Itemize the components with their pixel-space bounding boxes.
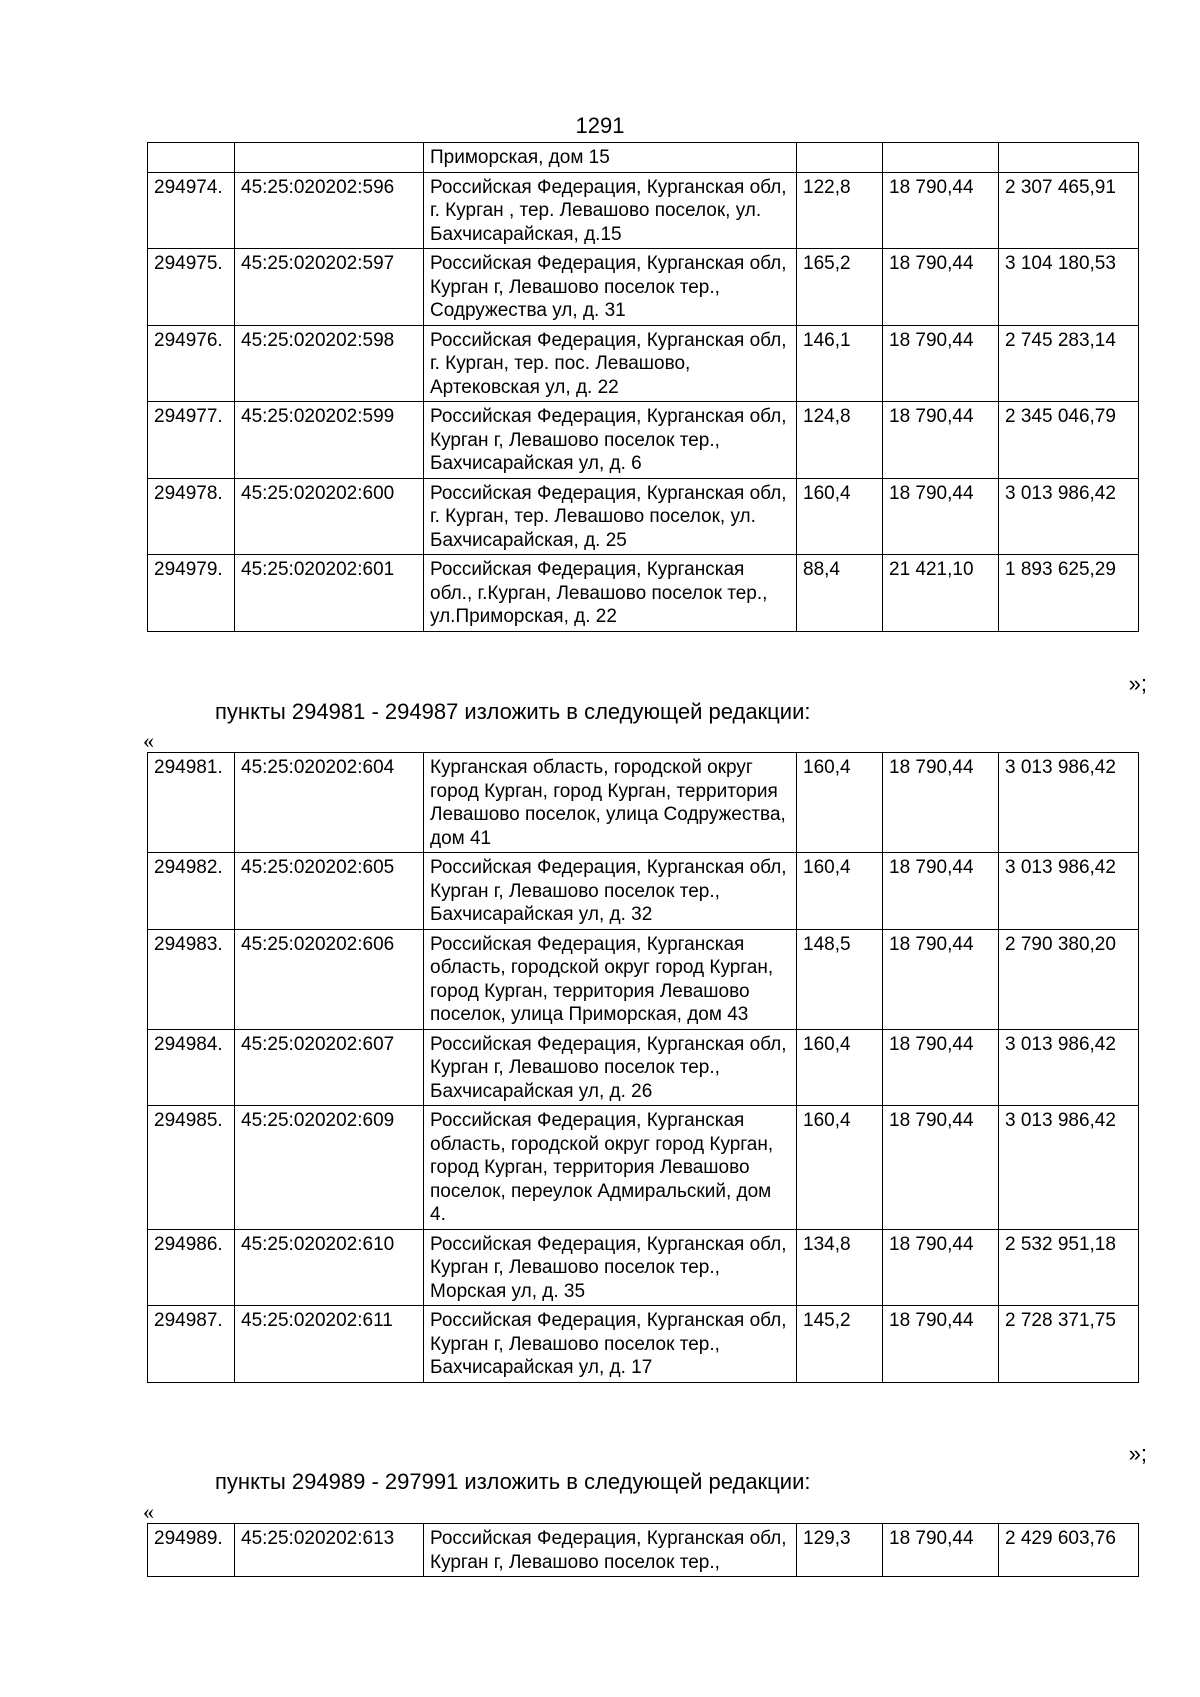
cadastral-number-cell: 45:25:020202:610 [235, 1229, 424, 1306]
price-cell: 18 790,44 [883, 929, 999, 1029]
cadastral-number-cell: 45:25:020202:605 [235, 853, 424, 930]
row-number-cell: 294974. [148, 172, 235, 249]
total-value-cell: 1 893 625,29 [999, 555, 1139, 632]
cadastral-number-cell: 45:25:020202:609 [235, 1106, 424, 1230]
opening-quote: « [143, 728, 154, 753]
address-cell: Российская Федерация, Курганская обл, Курган г, Левашово поселок тер., Бахчисарайская ул, д. 6 [424, 402, 797, 479]
area-cell: 165,2 [797, 249, 883, 326]
row-number-cell: 294978. [148, 478, 235, 555]
cadastral-number-cell: 45:25:020202:599 [235, 402, 424, 479]
cadastral-number-cell: 45:25:020202:611 [235, 1306, 424, 1383]
table-row [148, 249, 1139, 326]
total-value-cell: 3 013 986,42 [999, 1106, 1139, 1230]
total-value-cell: 2 307 465,91 [999, 172, 1139, 249]
total-value-cell: 2 429 603,76 [999, 1524, 1139, 1577]
price-cell: 18 790,44 [883, 1306, 999, 1383]
total-value-cell: 3 013 986,42 [999, 1029, 1139, 1106]
price-cell: 18 790,44 [883, 478, 999, 555]
closing-quote: »; [1128, 1441, 1147, 1466]
total-value-cell: 2 745 283,14 [999, 325, 1139, 402]
price-cell: 18 790,44 [883, 1106, 999, 1230]
price-cell: 18 790,44 [883, 1524, 999, 1577]
area-cell: 88,4 [797, 555, 883, 632]
opening-quote: « [143, 1499, 154, 1524]
area-cell [797, 143, 883, 173]
cadastral-number-cell: 45:25:020202:606 [235, 929, 424, 1029]
price-cell: 18 790,44 [883, 1229, 999, 1306]
address-cell: Российская Федерация, Курганская обл, Курган г, Левашово поселок тер., Содружества ул, д. 31 [424, 249, 797, 326]
registry-table-2 [147, 752, 1139, 1383]
table-row [148, 325, 1139, 402]
cadastral-number-cell: 45:25:020202:597 [235, 249, 424, 326]
cadastral-number-cell [235, 143, 424, 173]
address-cell: Российская Федерация, Курганская область, городской округ город Курган, город Курган, территория Левашово поселок, переулок Адмиральский, дом 4. [424, 1106, 797, 1230]
row-number-cell: 294976. [148, 325, 235, 402]
address-cell: Российская Федерация, Курганская обл, г. Курган, тер. Левашово поселок, ул. Бахчисарайская, д. 25 [424, 478, 797, 555]
area-cell: 160,4 [797, 753, 883, 853]
table-row [148, 1306, 1139, 1383]
area-cell: 145,2 [797, 1306, 883, 1383]
cadastral-number-cell: 45:25:020202:598 [235, 325, 424, 402]
instruction-text: пункты 294989 - 297991 изложить в следующей редакции: [215, 1469, 811, 1494]
area-cell: 148,5 [797, 929, 883, 1029]
registry-table-1 [147, 142, 1139, 632]
address-cell: Российская Федерация, Курганская обл, г. Курган, тер. пос. Левашово, Артековская ул, д. 22 [424, 325, 797, 402]
cadastral-number-cell: 45:25:020202:613 [235, 1524, 424, 1577]
row-number-cell: 294979. [148, 555, 235, 632]
address-cell: Российская Федерация, Курганская обл, г. Курган , тер. Левашово поселок, ул. Бахчисарайская, д.15 [424, 172, 797, 249]
price-cell: 18 790,44 [883, 172, 999, 249]
area-cell: 134,8 [797, 1229, 883, 1306]
address-cell: Приморская, дом 15 [424, 143, 797, 173]
cadastral-number-cell: 45:25:020202:600 [235, 478, 424, 555]
address-cell: Курганская область, городской округ город Курган, город Курган, территория Левашово поселок, улица Содружества, дом 41 [424, 753, 797, 853]
table-row [148, 1524, 1139, 1577]
registry-table-3 [147, 1523, 1139, 1577]
total-value-cell: 2 345 046,79 [999, 402, 1139, 479]
row-number-cell: 294987. [148, 1306, 235, 1383]
table-row [148, 555, 1139, 632]
price-cell: 18 790,44 [883, 249, 999, 326]
total-value-cell: 3 013 986,42 [999, 753, 1139, 853]
table-row [148, 753, 1139, 853]
closing-quote: »; [1128, 671, 1147, 696]
price-cell: 18 790,44 [883, 1029, 999, 1106]
cadastral-number-cell: 45:25:020202:601 [235, 555, 424, 632]
row-number-cell: 294985. [148, 1106, 235, 1230]
table-row [148, 1106, 1139, 1230]
table-row [148, 929, 1139, 1029]
total-value-cell: 3 013 986,42 [999, 478, 1139, 555]
address-cell: Российская Федерация, Курганская обл, Курган г, Левашово поселок тер., Бахчисарайская ул, д. 17 [424, 1306, 797, 1383]
row-number-cell: 294975. [148, 249, 235, 326]
row-number-cell: 294982. [148, 853, 235, 930]
total-value-cell: 3 104 180,53 [999, 249, 1139, 326]
row-number-cell [148, 143, 235, 173]
address-cell: Российская Федерация, Курганская обл, Курган г, Левашово поселок тер., Бахчисарайская ул, д. 32 [424, 853, 797, 930]
cadastral-number-cell: 45:25:020202:596 [235, 172, 424, 249]
page-number: 1291 [575, 113, 625, 138]
total-value-cell: 2 790 380,20 [999, 929, 1139, 1029]
cadastral-number-cell: 45:25:020202:607 [235, 1029, 424, 1106]
row-number-cell: 294977. [148, 402, 235, 479]
price-cell: 18 790,44 [883, 402, 999, 479]
price-cell: 18 790,44 [883, 753, 999, 853]
row-number-cell: 294986. [148, 1229, 235, 1306]
price-cell: 21 421,10 [883, 555, 999, 632]
table-row [148, 402, 1139, 479]
total-value-cell: 3 013 986,42 [999, 853, 1139, 930]
price-cell: 18 790,44 [883, 853, 999, 930]
address-cell: Российская Федерация, Курганская область, городской округ город Курган, город Курган, территория Левашово поселок, улица Приморская, дом 43 [424, 929, 797, 1029]
table-row [148, 478, 1139, 555]
table-row [148, 143, 1139, 173]
total-value-cell [999, 143, 1139, 173]
address-cell: Российская Федерация, Курганская обл, Курган г, Левашово поселок тер., Бахчисарайская ул, д. 26 [424, 1029, 797, 1106]
address-cell: Российская Федерация, Курганская обл, Курган г, Левашово поселок тер., [424, 1524, 797, 1577]
row-number-cell: 294989. [148, 1524, 235, 1577]
address-cell: Российская Федерация, Курганская обл, Курган г, Левашово поселок тер., Морская ул, д. 35 [424, 1229, 797, 1306]
instruction-text: пункты 294981 - 294987 изложить в следующей редакции: [215, 699, 811, 724]
row-number-cell: 294981. [148, 753, 235, 853]
area-cell: 124,8 [797, 402, 883, 479]
row-number-cell: 294984. [148, 1029, 235, 1106]
table-row [148, 853, 1139, 930]
price-cell [883, 143, 999, 173]
area-cell: 160,4 [797, 1029, 883, 1106]
address-cell: Российская Федерация, Курганская обл., г.Курган, Левашово поселок тер., ул.Приморская, д. 22 [424, 555, 797, 632]
table-row [148, 1029, 1139, 1106]
row-number-cell: 294983. [148, 929, 235, 1029]
cadastral-number-cell: 45:25:020202:604 [235, 753, 424, 853]
table-row [148, 172, 1139, 249]
area-cell: 160,4 [797, 853, 883, 930]
area-cell: 160,4 [797, 1106, 883, 1230]
area-cell: 129,3 [797, 1524, 883, 1577]
total-value-cell: 2 728 371,75 [999, 1306, 1139, 1383]
area-cell: 122,8 [797, 172, 883, 249]
price-cell: 18 790,44 [883, 325, 999, 402]
area-cell: 146,1 [797, 325, 883, 402]
table-row [148, 1229, 1139, 1306]
total-value-cell: 2 532 951,18 [999, 1229, 1139, 1306]
area-cell: 160,4 [797, 478, 883, 555]
